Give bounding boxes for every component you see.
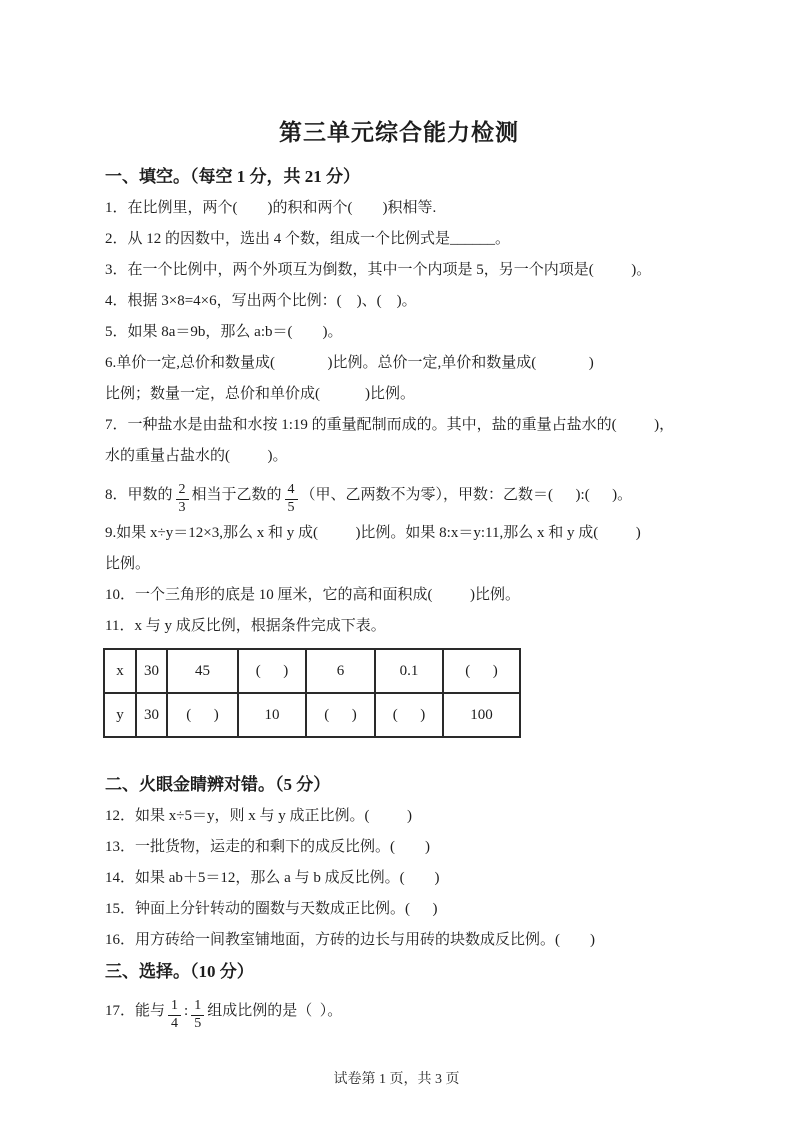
question-14: 14．如果 ab＋5＝12，那么 a 与 b 成反比例。( ) bbox=[105, 870, 440, 886]
question-4: 4．根据 3×8=4×6，写出两个比例：( )、( )。 bbox=[105, 293, 417, 309]
question-8-text-pre: 8．甲数的 bbox=[105, 487, 173, 503]
question-8-text-mid: 相当于乙数的 bbox=[191, 487, 282, 503]
section-heading-multiple-choice: 三、选择。（10 分） bbox=[105, 962, 254, 981]
question-7-line2: 水的重量占盐水的( )。 bbox=[105, 448, 288, 464]
table-cell: 30 bbox=[136, 693, 167, 737]
question-1: 1．在比例里，两个( )的积和两个( )积相等. bbox=[105, 200, 437, 216]
true-false-questions bbox=[105, 801, 693, 956]
table-cell: ( ) bbox=[306, 693, 375, 737]
table-cell: ( ) bbox=[375, 693, 443, 737]
question-17 bbox=[105, 988, 693, 1034]
ratio-colon: : bbox=[184, 1003, 189, 1019]
page-title: 第三单元综合能力检测 bbox=[279, 120, 519, 145]
question-5: 5．如果 8a＝9b，那么 a:b＝( )。 bbox=[105, 324, 343, 340]
section-heading-true-false: 二、火眼金睛辨对错。（5 分） bbox=[105, 775, 331, 794]
question-3: 3．在一个比例中，两个外项互为倒数，其中一个内项是 5，另一个内项是( )。 bbox=[105, 262, 652, 278]
table-row-x bbox=[104, 649, 520, 693]
fill-blank-questions bbox=[105, 193, 693, 642]
table-row-y bbox=[104, 693, 520, 737]
table-cell: 10 bbox=[238, 693, 306, 737]
question-17-text-post: 组成比例的是（ ）。 bbox=[207, 1003, 343, 1019]
question-8 bbox=[105, 472, 693, 518]
question-6-line1: 6.单价一定,总价和数量成( )比例。总价一定,单价和数量成( ) bbox=[105, 355, 594, 371]
fraction-two-thirds: $\frac{2}{3}$ bbox=[176, 483, 189, 515]
question-13: 13．一批货物，运走的和剩下的成反比例。( ) bbox=[105, 839, 430, 855]
question-12: 12．如果 x÷5＝y，则 x 与 y 成正比例。( ) bbox=[105, 808, 412, 824]
inverse-proportion-table bbox=[103, 648, 521, 738]
question-6-line2: 比例；数量一定，总价和单价成( )比例。 bbox=[105, 386, 415, 402]
table-cell: ( ) bbox=[167, 693, 238, 737]
table-cell: 100 bbox=[443, 693, 520, 737]
question-7-line1: 7．一种盐水是由盐和水按 1:19 的重量配制而成的。其中，盐的重量占盐水的( )， bbox=[105, 417, 675, 433]
table-cell: ( ) bbox=[238, 649, 306, 693]
table-cell: x bbox=[104, 649, 136, 693]
fraction-one-fifth: $\frac{1}{5}$ bbox=[191, 999, 204, 1031]
table-cell: ( ) bbox=[443, 649, 520, 693]
choice-questions bbox=[105, 988, 693, 1034]
page-footer: 试卷第 1 页，共 3 页 bbox=[333, 1072, 460, 1087]
fraction-one-fourth: $\frac{1}{4}$ bbox=[168, 999, 181, 1031]
table-cell: 30 bbox=[136, 649, 167, 693]
table-cell: 0.1 bbox=[375, 649, 443, 693]
question-9-line1: 9.如果 x÷y＝12×3,那么 x 和 y 成( )比例。如果 8:x＝y:11,那么 x 和 y 成( ) bbox=[105, 525, 641, 541]
table-cell: 45 bbox=[167, 649, 238, 693]
question-10: 10．一个三角形的底是 10 厘米，它的高和面积成( )比例。 bbox=[105, 587, 520, 603]
question-15: 15．钟面上分针转动的圈数与天数成正比例。( ) bbox=[105, 901, 438, 917]
question-17-text-pre: 17．能与 bbox=[105, 1003, 166, 1019]
question-11: 11．x 与 y 成反比例，根据条件完成下表。 bbox=[105, 618, 386, 634]
section-heading-fill-blanks: 一、填空。（每空 1 分，共 21 分） bbox=[105, 167, 360, 186]
table-cell: y bbox=[104, 693, 136, 737]
table-cell: 6 bbox=[306, 649, 375, 693]
question-8-text-post: （甲、乙两数不为零），甲数：乙数＝( ):( )。 bbox=[300, 487, 633, 503]
question-16: 16．用方砖给一间教室铺地面，方砖的边长与用砖的块数成反比例。( ) bbox=[105, 932, 595, 948]
question-2: 2．从 12 的因数中，选出 4 个数，组成一个比例式是______。 bbox=[105, 231, 511, 247]
question-9-line2: 比例。 bbox=[105, 556, 151, 572]
fraction-four-fifths: $\frac{4}{5}$ bbox=[285, 483, 298, 515]
